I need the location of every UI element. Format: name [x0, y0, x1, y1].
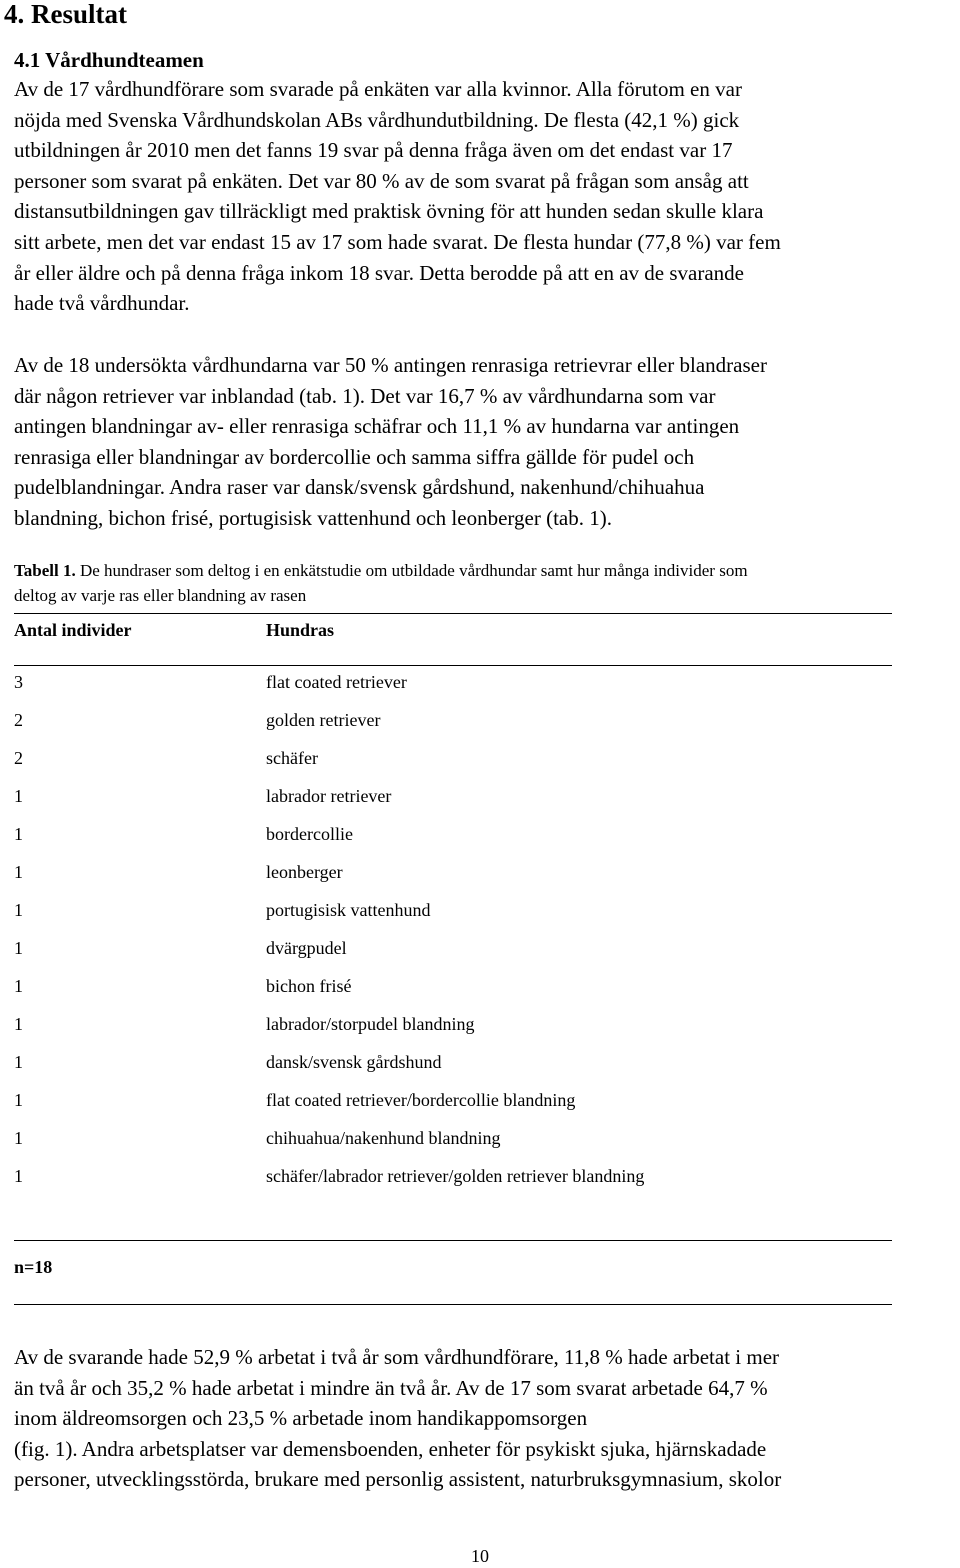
row-breed: labrador retriever — [266, 786, 392, 806]
text-line: än två år och 35,2 % hade arbetat i mindre än två år. Av de 17 som svarat arbetade 64,7 % — [14, 1375, 768, 1400]
row-count: 1 — [14, 1052, 23, 1072]
row-breed: chihuahua/nakenhund blandning — [266, 1128, 501, 1148]
text-line: renrasiga eller blandningar av bordercollie och samma siffra gällde för pudel och — [14, 444, 695, 469]
section-title: 4. Resultat — [4, 0, 127, 29]
text-line: Av de 17 vårdhundförare som svarade på enkäten var alla kvinnor. Alla förutom en var — [14, 77, 742, 101]
paragraph-3 — [14, 1342, 960, 1495]
text-line: (fig. 1). Andra arbetsplatser var demensboenden, enheter för psykiskt sjuka, hjärnskadade — [14, 1436, 767, 1461]
row-breed: golden retriever — [266, 710, 381, 730]
table-end-rule — [14, 1304, 892, 1305]
table-row — [14, 1049, 892, 1087]
row-count: 1 — [14, 938, 23, 958]
table-row — [14, 745, 892, 783]
row-breed: leonberger — [266, 862, 343, 882]
row-count: 1 — [14, 1128, 23, 1148]
text-line: sitt arbete, men det var endast 15 av 17 som hade svarat. De flesta hundar (77,8 %) var fem — [14, 229, 781, 254]
table-row — [14, 935, 892, 973]
text-line: utbildningen år 2010 men det fanns 19 svar på denna fråga även om det endast var 17 — [14, 138, 733, 163]
table-row — [14, 1011, 892, 1049]
row-count: 3 — [14, 672, 23, 692]
table-bottom-rule — [14, 1240, 892, 1241]
table-row — [14, 1087, 892, 1125]
table-header-rule — [14, 665, 892, 666]
text-line: år eller äldre och på denna fråga inkom 18 svar. Detta berodde på att en av de svarande — [14, 260, 745, 285]
paragraph-1 — [14, 74, 960, 319]
table-row — [14, 973, 892, 1011]
row-count: 1 — [14, 976, 23, 996]
row-breed: flat coated retriever/bordercollie blandning — [266, 1090, 576, 1110]
row-breed: dansk/svensk gårdshund — [266, 1052, 442, 1072]
text-line: pudelblandningar. Andra raser var dansk/svensk gårdshund, nakenhund/chihuahua — [14, 475, 705, 500]
header-count: Antal individer — [14, 620, 132, 640]
text-line: nöjda med Svenska Vårdhundskolan ABs vårdhundutbildning. De flesta (42,1 %) gick — [14, 107, 740, 132]
text-line: distansutbildningen gav tillräckligt med praktisk övning för att hunden sedan skulle klara — [14, 199, 764, 224]
caption-text: De hundraser som deltog i en enkätstudie om utbildade vårdhundar samt hur många individer som — [75, 561, 748, 580]
text-line: personer, utvecklingsstörda, brukare med personlig assistent, naturbruksgymnasium, skolor — [14, 1467, 782, 1492]
table-row — [14, 1163, 892, 1201]
table-body — [14, 669, 892, 1201]
caption-label: Tabell 1. — [14, 561, 76, 580]
row-count: 1 — [14, 862, 23, 882]
text-line: hade två vårdhundar. — [14, 291, 190, 316]
row-count: 1 — [14, 1090, 23, 1110]
table-row — [14, 783, 892, 821]
row-count: 1 — [14, 824, 23, 844]
text-line: inom äldreomsorgen och 23,5 % arbetade inom handikappomsorgen — [14, 1406, 588, 1431]
row-breed: bichon frisé — [266, 976, 352, 996]
text-line: antingen blandningar av- eller renrasiga schäfrar och 11,1 % av hundarna var antingen — [14, 414, 740, 439]
header-breed: Hundras — [266, 620, 335, 640]
row-count: 1 — [14, 786, 23, 806]
row-count: 1 — [14, 900, 23, 920]
row-count: 1 — [14, 1014, 23, 1034]
row-breed: bordercollie — [266, 824, 353, 844]
table-caption — [14, 558, 954, 608]
page-number: 10 — [471, 1546, 489, 1566]
row-breed: schäfer — [266, 748, 318, 768]
row-count: 2 — [14, 748, 23, 768]
text-line: blandning, bichon frisé, portugisisk vattenhund och leonberger (tab. 1). — [14, 505, 612, 530]
row-breed: portugisisk vattenhund — [266, 900, 431, 920]
table-top-rule — [14, 613, 892, 614]
table-row — [14, 859, 892, 897]
text-line: personer som svarat på enkäten. Det var 80 % av de som svarat på frågan som ansåg att — [14, 168, 749, 193]
row-breed: flat coated retriever — [266, 672, 407, 692]
text-line: Av de 18 undersökta vårdhundarna var 50 % antingen renrasiga retrievrar eller blandraser — [14, 353, 767, 377]
table-row — [14, 1125, 892, 1163]
row-breed: labrador/storpudel blandning — [266, 1014, 475, 1034]
row-breed: schäfer/labrador retriever/golden retriever blandning — [266, 1166, 645, 1186]
text-line: där någon retriever var inblandad (tab. 1). Det var 16,7 % av vårdhundarna som var — [14, 383, 716, 408]
table-row — [14, 669, 892, 707]
paragraph-2 — [14, 350, 960, 534]
table-row — [14, 707, 892, 745]
table-total: n=18 — [14, 1257, 53, 1277]
subsection-title: 4.1 Vårdhundteamen — [14, 48, 204, 72]
row-count: 1 — [14, 1166, 23, 1186]
row-breed: dvärgpudel — [266, 938, 347, 958]
table-row — [14, 821, 892, 859]
table-row — [14, 897, 892, 935]
caption-line — [14, 558, 954, 583]
caption-line: deltog av varje ras eller blandning av rasen — [14, 586, 307, 605]
text-line: Av de svarande hade 52,9 % arbetat i två år som vårdhundförare, 11,8 % hade arbetat i mer — [14, 1345, 780, 1369]
row-count: 2 — [14, 710, 23, 730]
